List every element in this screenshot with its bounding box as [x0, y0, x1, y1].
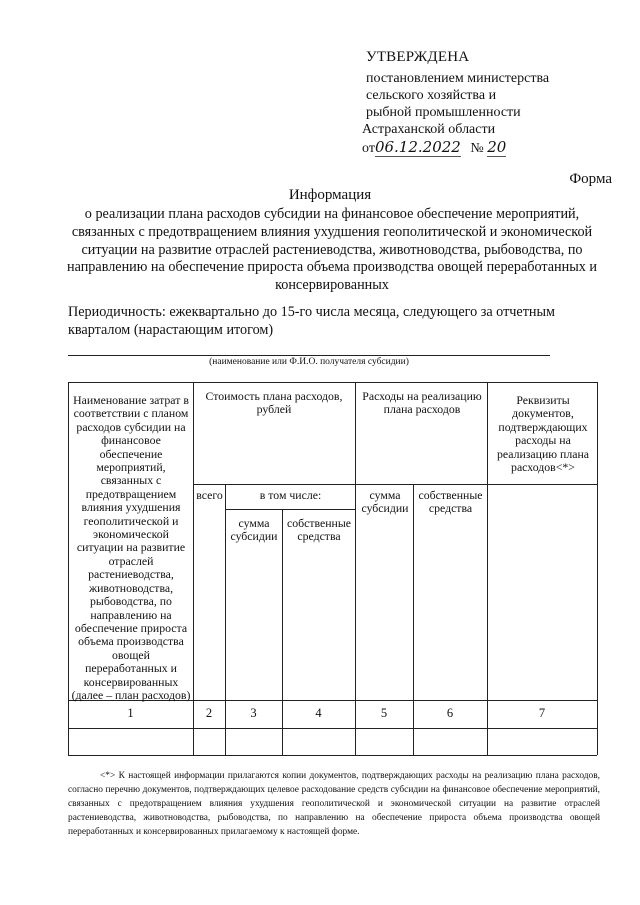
column-number: 1 — [127, 706, 134, 720]
recipient-name-line — [68, 355, 550, 356]
header-subsidy-sum: сумма субсидии — [230, 516, 278, 544]
column-number: 4 — [315, 706, 322, 720]
form-label: Форма — [569, 171, 612, 187]
periodicity-text: Периодичность: ежеквартально до 15-го числа месяца, следующего за отчетным кварталом (нарастающим итогом) — [68, 304, 556, 338]
table-subheader-line — [193, 484, 597, 485]
column-number: 2 — [205, 706, 213, 720]
footnote — [68, 769, 600, 839]
header-spend-group: Расходы на реализацию плана расходов — [362, 389, 482, 417]
table-vline — [487, 382, 488, 755]
table-vline — [355, 382, 356, 755]
header-own-funds: собственные средства — [286, 516, 352, 544]
document-title: Информация — [288, 187, 372, 203]
header-total: всего — [196, 488, 223, 502]
table-bottom-border — [68, 755, 597, 756]
column-number: 7 — [538, 706, 546, 720]
recipient-caption: (наименование или Ф.И.О. получателя субсидии) — [209, 357, 409, 367]
number-prefix: № — [470, 141, 484, 156]
approval-line-4: Астраханской области — [362, 122, 496, 137]
table-vline — [68, 382, 69, 755]
table-vline — [597, 382, 598, 755]
header-including: в том числе: — [259, 488, 322, 502]
approval-date-line — [362, 139, 506, 157]
column-number: 3 — [250, 706, 257, 720]
column-number: 5 — [380, 706, 388, 720]
approval-line-1: постановлением министерства — [366, 71, 550, 86]
header-requisites: Реквизиты документов, подтверждающих расходы на реализацию плана расходов<*> — [496, 393, 590, 475]
date-prefix: от — [362, 141, 375, 156]
header-cost-group: Стоимость плана расходов, рублей — [205, 389, 343, 417]
table-including-line — [225, 509, 355, 510]
table-vline — [193, 382, 194, 755]
table-numbers-bottom — [68, 728, 597, 729]
table-top-border — [68, 382, 597, 383]
handwritten-number: 20 — [487, 138, 507, 156]
column-number: 6 — [446, 706, 454, 720]
header-spend-subsidy: сумма субсидии — [361, 488, 409, 516]
header-spend-own: собственные средства — [418, 488, 483, 516]
approval-line-2: сельского хозяйства и — [366, 88, 497, 103]
approval-title: УТВЕРЖДЕНА — [366, 49, 470, 65]
handwritten-date: 06.12.2022 — [374, 138, 461, 156]
approval-line-3: рыбной промышленности — [366, 105, 521, 120]
header-cost-name: Наименование затрат в соответствии с планом расходов субсидии на финансовое обеспечение мероприятий, связанных с предотвращением влияния ухудшения геополитической и экономической ситуации на развитие отраслей растениеводства, животноводства, рыбоводства, по направлению на обеспечение прироста объема производства овощей переработанных и консервированных (далее – план расходов) — [71, 393, 191, 702]
footnote-text: <*> К настоящей информации прилагаются копии документов, подтверждающих расходы на реализацию плана расходов, согласно перечню документов, подтверждающих целевое расходование средств субсидии на финансовое обеспечение мероприятий, связанных с предотвращением влияния ухудшения геополитической и экономической ситуации на развитие отраслей растениеводства, животноводства, рыбоводства, по направлению на обеспечение прироста объема производства овощей переработанных и консервированных прилагаемому к настоящей форме. — [68, 771, 600, 837]
document-subtitle: о реализации плана расходов субсидии на финансовое обеспечение мероприятий, связанных с предотвращением влияния ухудшения геополитической и экономической ситуации на развитие отраслей растениеводства, животноводства, рыбоводства, по направлению на обеспечение прироста объема производства овощей переработанных и консервированных — [67, 206, 597, 294]
